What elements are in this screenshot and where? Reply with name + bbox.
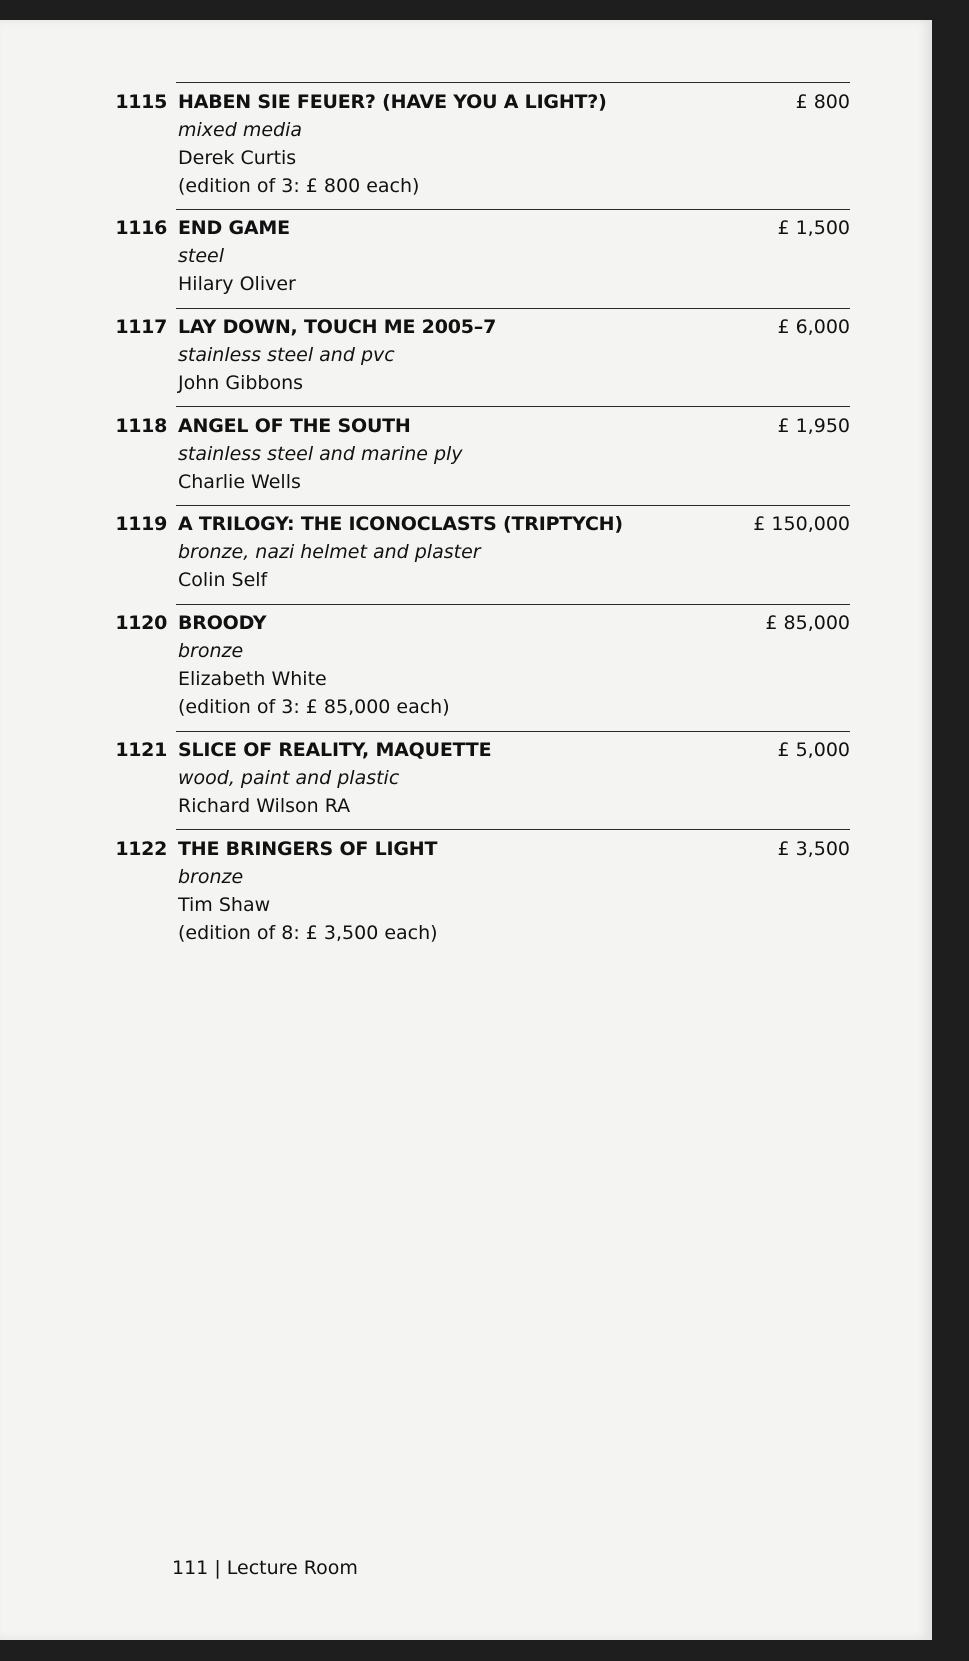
entry-title: BROODY <box>178 612 267 634</box>
entry-price: £ 800 <box>795 91 850 113</box>
entry-artist: Tim Shaw <box>178 894 271 916</box>
section-name: Lecture Room <box>226 1557 358 1579</box>
entry-title: LAY DOWN, TOUCH ME 2005–7 <box>178 316 497 338</box>
entry-artist: John Gibbons <box>178 372 304 394</box>
entry-title: A TRILOGY: THE ICONOCLASTS (TRIPTYCH) <box>178 513 623 535</box>
entry-artist: Colin Self <box>178 569 268 591</box>
entry-price: £ 85,000 <box>765 612 850 634</box>
catalogue-page <box>0 20 932 1640</box>
entry-medium: wood, paint and plastic <box>178 767 400 789</box>
entry-number: 1117 <box>115 316 167 338</box>
entry-medium: steel <box>178 245 225 267</box>
entry-title: HABEN SIE FEUER? (HAVE YOU A LIGHT?) <box>178 91 607 113</box>
entry-rule <box>176 209 850 210</box>
page-footer <box>172 1557 358 1579</box>
entry-rule <box>176 604 850 605</box>
entry-medium: bronze, nazi helmet and plaster <box>178 541 481 563</box>
entry-number: 1116 <box>115 217 167 239</box>
entry-medium: stainless steel and pvc <box>178 344 395 366</box>
entry-rule <box>176 731 850 732</box>
entry-rule <box>176 406 850 407</box>
entry-title: END GAME <box>178 217 290 239</box>
entry-title: THE BRINGERS OF LIGHT <box>178 838 438 860</box>
entry-edition: (edition of 8: £ 3,500 each) <box>178 922 438 944</box>
entry-medium: bronze <box>178 640 244 662</box>
entry-rule <box>176 308 850 309</box>
entry-price: £ 5,000 <box>777 739 850 761</box>
entry-artist: Derek Curtis <box>178 147 297 169</box>
entry-price: £ 1,500 <box>777 217 850 239</box>
entry-medium: mixed media <box>178 119 303 141</box>
entry-edition: (edition of 3: £ 85,000 each) <box>178 696 450 718</box>
footer-separator: | <box>214 1557 221 1579</box>
entry-number: 1121 <box>115 739 167 761</box>
entry-rule <box>176 82 850 83</box>
entry-medium: stainless steel and marine ply <box>178 443 463 465</box>
entry-number: 1120 <box>115 612 167 634</box>
entry-edition: (edition of 3: £ 800 each) <box>178 175 420 197</box>
entry-number: 1122 <box>115 838 167 860</box>
entry-artist: Hilary Oliver <box>178 273 296 295</box>
entry-medium: bronze <box>178 866 244 888</box>
entry-number: 1115 <box>115 91 167 113</box>
entry-number: 1118 <box>115 415 167 437</box>
entry-artist: Elizabeth White <box>178 668 327 690</box>
entry-artist: Richard Wilson RA <box>178 795 351 817</box>
page-number: 111 <box>172 1557 209 1579</box>
entry-price: £ 150,000 <box>753 513 850 535</box>
entry-title: ANGEL OF THE SOUTH <box>178 415 411 437</box>
entry-rule <box>176 505 850 506</box>
entry-price: £ 6,000 <box>777 316 850 338</box>
entry-rule <box>176 829 850 830</box>
entry-price: £ 1,950 <box>777 415 850 437</box>
entry-number: 1119 <box>115 513 167 535</box>
entry-price: £ 3,500 <box>777 838 850 860</box>
entry-artist: Charlie Wells <box>178 471 301 493</box>
entry-title: SLICE OF REALITY, MAQUETTE <box>178 739 492 761</box>
